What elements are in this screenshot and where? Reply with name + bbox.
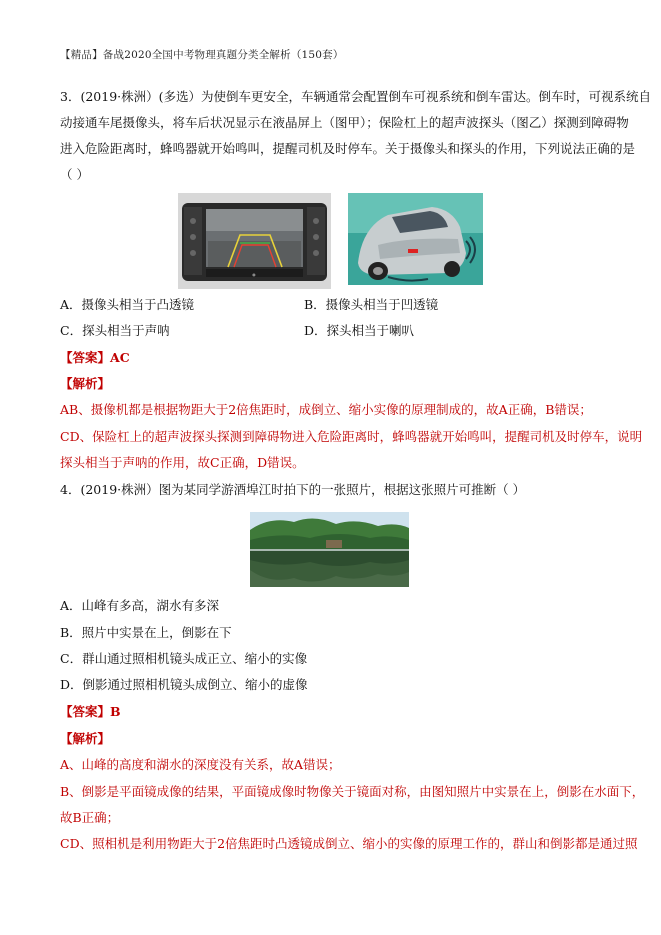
q4-analysis-line-4: CD、照相机是利用物距大于2倍焦距时凸透镜成倒立、缩小的实像的原理工作的，群山和倒影都是通过照 — [60, 836, 638, 851]
q4-option-b: B．照片中实景在上，倒影在下 — [60, 625, 232, 640]
reverse-camera-screen-image — [178, 193, 331, 289]
q3-line-1: 3．(2019·株洲）(多选）为使倒车更安全，车辆通常会配置倒车可视系统和倒车雷达。倒车时，可视系统自 — [60, 89, 651, 104]
q3-line-3: 进入危险距离时，蜂鸣器就开始鸣叫，提醒司机及时停车。关于摄像头和探头的作用，下列说法正确的是 — [60, 141, 636, 156]
q3-analysis-line-1: AB、摄像机都是根据物距大于2倍焦距时，成倒立、缩小实像的原理制成的，故A正确，B错误； — [60, 402, 592, 417]
q3-answer: 【答案】AC — [60, 350, 130, 365]
q3-option-d: D．探头相当于喇叭 — [304, 323, 415, 338]
q4-option-d: D．倒影通过照相机镜头成倒立、缩小的虚像 — [60, 677, 308, 692]
svg-text:●: ● — [252, 272, 256, 277]
lake-mountain-photo — [250, 512, 409, 587]
car-parking-sensor-image — [348, 193, 483, 285]
q3-analysis-line-2: CD、保险杠上的超声波探头探测到障碍物进入危险距离时，蜂鸣器就开始鸣叫，提醒司机及时停车，说明 — [60, 429, 643, 444]
q4-option-a: A．山峰有多高，湖水有多深 — [60, 598, 220, 613]
q3-option-c: C．探头相当于声呐 — [60, 323, 170, 338]
q4-analysis-line-1: A、山峰的高度和湖水的深度没有关系，故A错误； — [60, 757, 341, 772]
q3-option-b: B．摄像头相当于凹透镜 — [304, 297, 439, 312]
document-header: 【精品】备战2020全国中考物理真题分类全解析（150套） — [60, 49, 344, 61]
q3-analysis-line-3: 探头相当于声呐的作用，故C正确，D错误。 — [60, 455, 305, 470]
q3-line-2: 动接通车尾摄像头，将车后状况显示在液晶屏上（图甲）；保险杠上的超声波探头（图乙）探测到障碍物 — [60, 115, 629, 130]
q4-answer: 【答案】B — [60, 704, 121, 719]
q3-analysis-title: 【解析】 — [60, 376, 111, 391]
q4-analysis-line-2: B、倒影是平面镜成像的结果，平面镜成像时物像关于镜面对称，由图知照片中实景在上，倒影在水面下， — [60, 784, 645, 799]
q3-option-a: A．摄像头相当于凸透镜 — [60, 297, 195, 312]
q4-option-c: C．群山通过照相机镜头成正立、缩小的实像 — [60, 651, 308, 666]
q4-analysis-title: 【解析】 — [60, 731, 111, 746]
q3-line-4: （ ） — [60, 167, 89, 182]
q4-line-1: 4．(2019·株洲）图为某同学游酒埠江时拍下的一张照片，根据这张照片可推断（ ） — [60, 482, 526, 497]
q4-analysis-line-3: 故B正确； — [60, 810, 120, 825]
